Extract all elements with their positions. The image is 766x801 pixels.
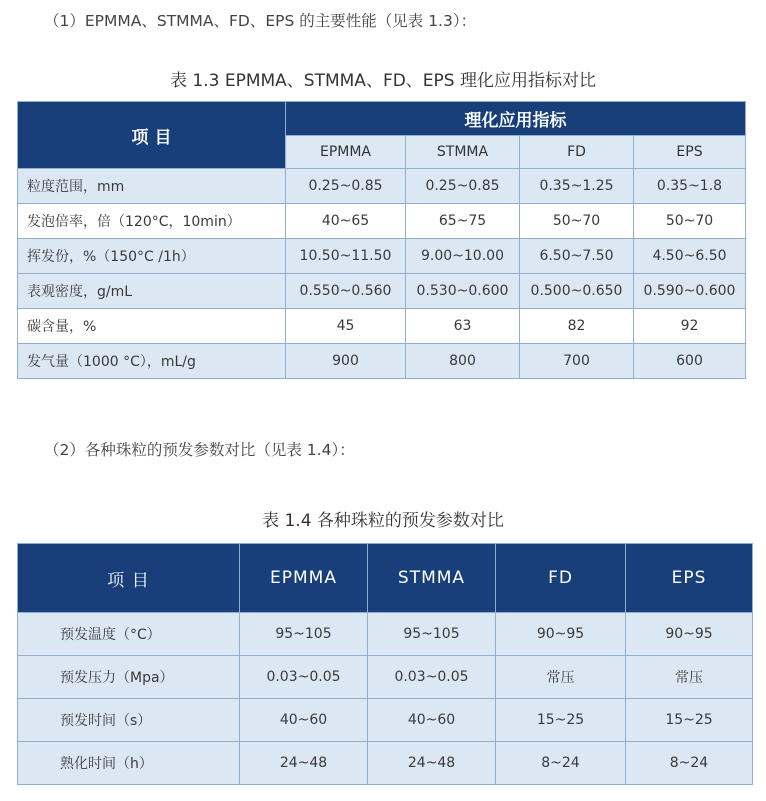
table-cell: 82 [520,309,634,344]
row-label: 挥发份，%（150°C /1h） [18,239,286,274]
table1-col-header: EPMMA [286,136,406,169]
table-cell: 900 [286,344,406,379]
table-cell: 90~95 [496,613,626,656]
table-cell: 常压 [626,656,753,699]
table-cell: 10.50~11.50 [286,239,406,274]
table2-col-header: EPS [626,544,753,613]
table2-item-header: 项 目 [18,544,240,613]
row-label: 发气量（1000 °C），mL/g [18,344,286,379]
table-cell: 50~70 [520,204,634,239]
table-cell: 0.550~0.560 [286,274,406,309]
table-row [18,742,753,785]
table-1 [17,101,746,379]
table-cell: 40~65 [286,204,406,239]
row-label: 预发温度（°C） [18,613,240,656]
table2-col-header: EPMMA [240,544,368,613]
table2-caption: 表 1.4 各种珠粒的预发参数对比 [262,511,504,531]
table-cell: 0.35~1.25 [520,169,634,204]
row-label: 熟化时间（h） [18,742,240,785]
table2-col-header: STMMA [368,544,496,613]
table-cell: 4.50~6.50 [634,239,746,274]
table-cell: 90~95 [626,613,753,656]
row-label: 预发压力（Mpa） [18,656,240,699]
table-cell: 0.530~0.600 [406,274,520,309]
intro-paragraph-1: （1）EPMMA、STMMA、FD、EPS 的主要性能（见表 1.3）： [44,12,477,30]
table-cell: 24~48 [368,742,496,785]
row-label: 表观密度，g/mL [18,274,286,309]
row-label: 粒度范围，mm [18,169,286,204]
table-cell: 63 [406,309,520,344]
row-label: 预发时间（s） [18,699,240,742]
table-row [18,274,746,309]
table-row [18,656,753,699]
table-2 [17,543,753,785]
table1-caption: 表 1.3 EPMMA、STMMA、FD、EPS 理化应用指标对比 [170,71,596,91]
table-cell: 45 [286,309,406,344]
table-row [18,613,753,656]
intro-paragraph-2: （2）各种珠粒的预发参数对比（见表 1.4）： [44,441,355,459]
row-label: 发泡倍率，倍（120°C，10min） [18,204,286,239]
table-cell: 40~60 [368,699,496,742]
table-cell: 8~24 [626,742,753,785]
table-cell: 15~25 [626,699,753,742]
table-cell: 800 [406,344,520,379]
table-cell: 65~75 [406,204,520,239]
table-cell: 6.50~7.50 [520,239,634,274]
table-cell: 92 [634,309,746,344]
table1-group-header: 理化应用指标 [286,102,746,136]
table-cell: 0.500~0.650 [520,274,634,309]
table-row [18,239,746,274]
table1-item-header: 项 目 [18,102,286,169]
table-cell: 700 [520,344,634,379]
table-cell: 50~70 [634,204,746,239]
table-cell: 0.25~0.85 [286,169,406,204]
table-cell: 600 [634,344,746,379]
table-row [18,309,746,344]
table1-col-header: FD [520,136,634,169]
table1-col-header: STMMA [406,136,520,169]
table-cell: 95~105 [240,613,368,656]
table-cell: 常压 [496,656,626,699]
table-cell: 0.03~0.05 [240,656,368,699]
table-cell: 0.03~0.05 [368,656,496,699]
table1-col-header: EPS [634,136,746,169]
table-cell: 0.25~0.85 [406,169,520,204]
table-row [18,169,746,204]
row-label: 碳含量，% [18,309,286,344]
table-cell: 15~25 [496,699,626,742]
table-row [18,344,746,379]
table-cell: 8~24 [496,742,626,785]
table-cell: 24~48 [240,742,368,785]
table2-col-header: FD [496,544,626,613]
table-cell: 0.35~1.8 [634,169,746,204]
table-cell: 95~105 [368,613,496,656]
table-row [18,699,753,742]
table-row [18,204,746,239]
table-cell: 9.00~10.00 [406,239,520,274]
table-cell: 40~60 [240,699,368,742]
table-cell: 0.590~0.600 [634,274,746,309]
